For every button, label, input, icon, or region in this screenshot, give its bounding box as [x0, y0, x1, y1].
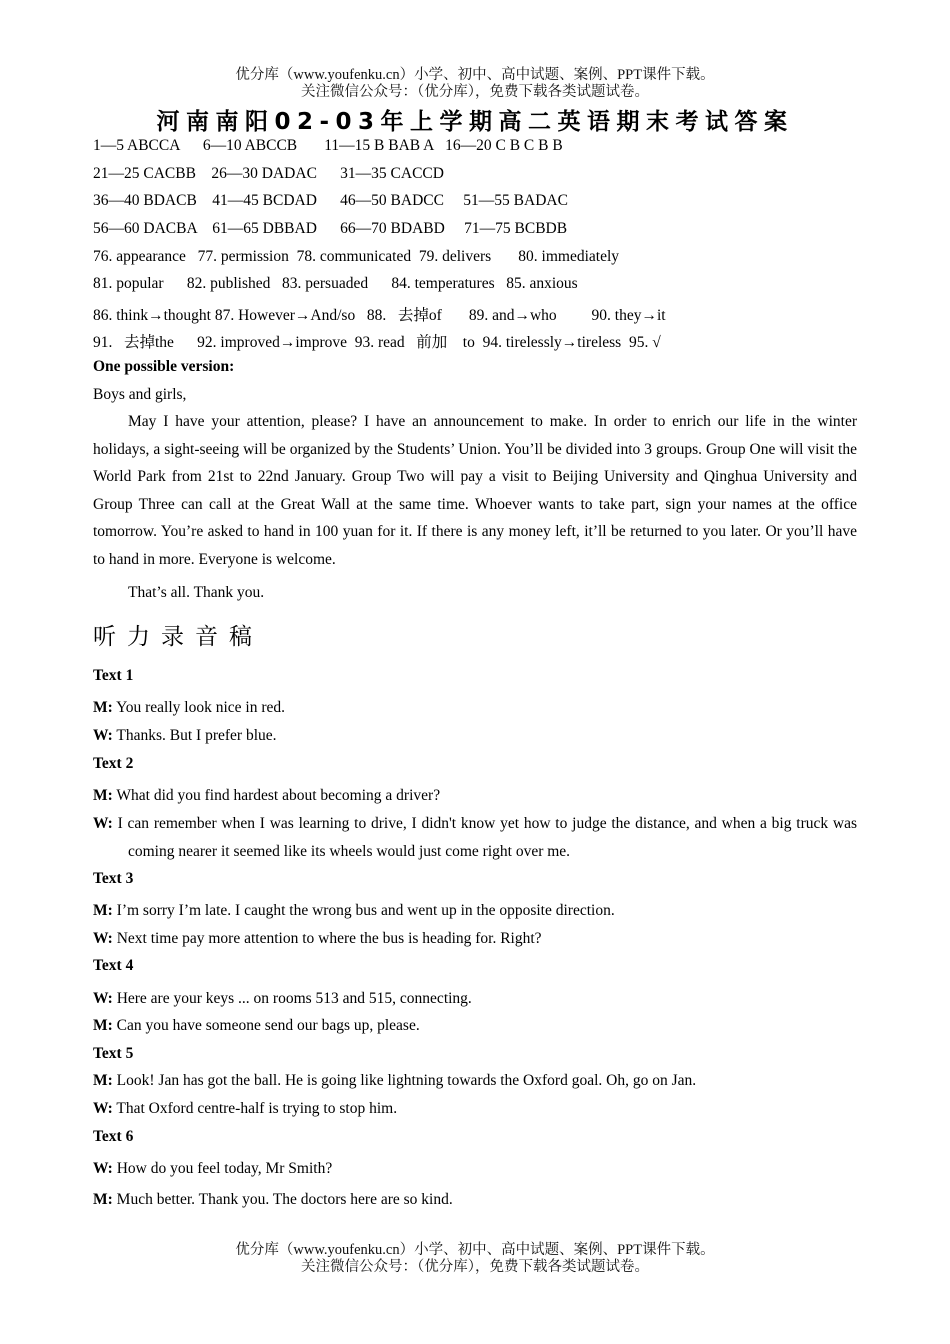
page-footer: [0, 1242, 950, 1276]
dialogue-line: W: Thanks. But I prefer blue.: [93, 727, 277, 744]
text-label: Text 4: [93, 957, 134, 974]
header-line-1: 优分库（www.youfenku.cn）小学、初中、高中试题、案例、PPT课件下载。: [235, 67, 715, 83]
dialogue-line: M: Much better. Thank you. The doctors here are so kind.: [93, 1191, 453, 1208]
answer-line: 21—25 CACBB 26—30 DADAC 31—35 CACCD: [93, 165, 444, 182]
footer-line-2: 关注微信公众号：（优分库），免费下载各类试题试卷。: [301, 1259, 649, 1275]
dialogue-line: W: I can remember when I was learning to drive, I didn't know yet how to judge the distance, and when a big truck was coming nearer it seemed like its wheels would just come right over me.: [93, 815, 857, 860]
dialogue-line: W: How do you feel today, Mr Smith?: [93, 1160, 333, 1177]
dialogue-line: M: Look! Jan has got the ball. He is going like lightning towards the Oxford goal. Oh, go on Jan.: [93, 1072, 697, 1089]
dialogue-line: M: I’m sorry I’m late. I caught the wrong bus and went up in the opposite direction.: [93, 902, 615, 919]
answer-line: 56—60 DACBA 61—65 DBBAD 66—70 BDABD 71—75 BCBDB: [93, 220, 568, 237]
answer-line: 1—5 ABCCA 6—10 ABCCB 11—15 B BAB A 16—20 C B C B B: [93, 137, 563, 154]
text-label: Text 1: [93, 667, 134, 684]
text-label: Text 2: [93, 755, 134, 772]
dialogue-line: W: That Oxford centre-half is trying to stop him.: [93, 1100, 398, 1117]
writing-closing: That’s all. Thank you.: [128, 584, 265, 601]
answer-line: 86. think→thought 87. However→And/so 88. 去掉of 89. and→who 90. they→it: [93, 307, 666, 324]
transcript-heading: 听力录音稿: [93, 624, 263, 650]
answer-line: 81. popular 82. published 83. persuaded 84. temperatures 85. anxious: [93, 275, 578, 292]
text-label: Text 3: [93, 870, 134, 887]
answer-line: 91. 去掉the 92. improved→improve 93. read 前加 to 94. tirelessly→tireless 95. √: [93, 334, 661, 351]
dialogue-line: M: You really look nice in red.: [93, 699, 285, 716]
writing-salutation: Boys and girls,: [93, 386, 187, 403]
dialogue-line: M: Can you have someone send our bags up, please.: [93, 1017, 420, 1034]
writing-body: May I have your attention, please? I have an announcement to make. In order to enrich our life in the winter holidays, a sight-seeing will be organized by the Students’ Union. You’ll be divided into 3 groups. Group One will visit the World Park from 21st to 22nd January. Group Two will pay a visit to Beijing University and Qinghua University and Group Three can call at the Great Wall at the same time. Whoever wants to take part, sign your names at the office tomorrow. You’re asked to hand in 100 yuan for it. If there is any money left, it’ll be returned to you later. Or you’ll have to hand in more. Everyone is welcome.: [93, 413, 857, 568]
dialogue-line: M: What did you find hardest about becoming a driver?: [93, 787, 441, 804]
header-line-2: 关注微信公众号：（优分库），免费下载各类试题试卷。: [301, 84, 649, 100]
dialogue-line: W: Next time pay more attention to where the bus is heading for. Right?: [93, 930, 542, 947]
text-label: Text 5: [93, 1045, 134, 1062]
dialogue-line: W: Here are your keys ... on rooms 513 and 515, connecting.: [93, 990, 472, 1007]
page-title: 河南南阳02-03年上学期高二英语期末考试答案: [156, 109, 794, 135]
writing-heading: One possible version:: [93, 358, 235, 375]
text-label: Text 6: [93, 1128, 134, 1145]
page-header: [0, 67, 950, 101]
answer-line: 76. appearance 77. permission 78. communicated 79. delivers 80. immediately: [93, 248, 620, 265]
answer-line: 36—40 BDACB 41—45 BCDAD 46—50 BADCC 51—55 BADAC: [93, 192, 568, 209]
footer-line-1: 优分库（www.youfenku.cn）小学、初中、高中试题、案例、PPT课件下载。: [235, 1242, 715, 1258]
